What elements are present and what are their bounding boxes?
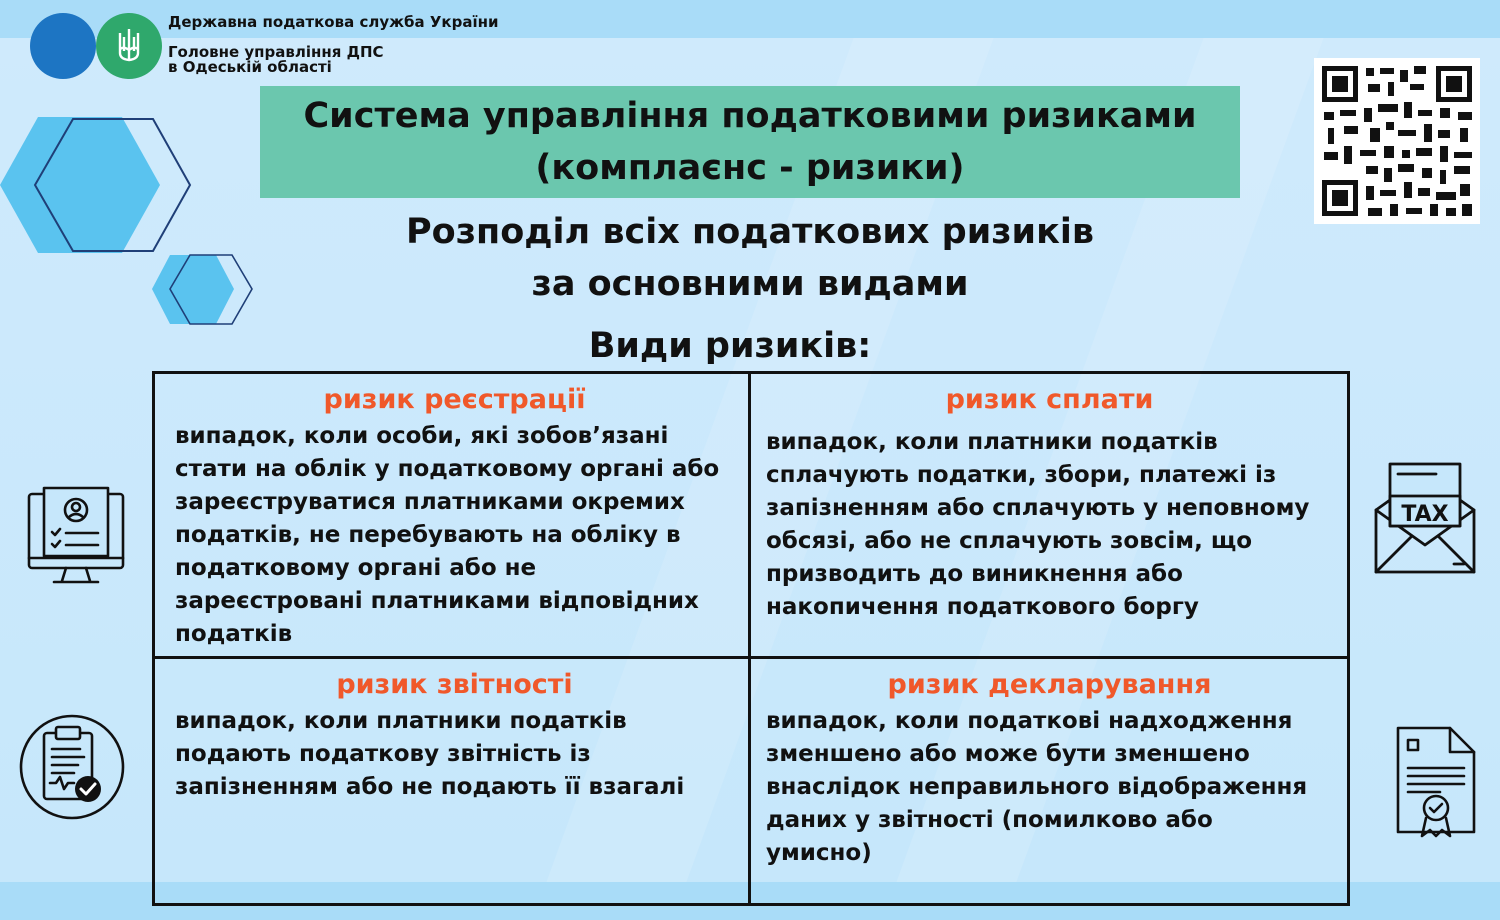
risk-description-line: випадок, коли платники податків bbox=[175, 708, 627, 734]
risk-cell-registration bbox=[155, 374, 751, 659]
risk-description-line: подають податкову звітність із bbox=[175, 741, 591, 767]
risk-types-table bbox=[152, 371, 1350, 906]
risk-description bbox=[175, 705, 734, 804]
org-unit-line1: Головне управління ДПС bbox=[168, 43, 384, 61]
main-title-line1: Система управління податковими ризиками bbox=[303, 96, 1197, 136]
qr-code-icon bbox=[1314, 58, 1480, 224]
subtitle bbox=[250, 206, 1250, 310]
subtitle-line1: Розподіл всіх податкових ризиків bbox=[406, 212, 1094, 252]
risk-types-heading: Види ризиків: bbox=[588, 326, 872, 366]
risk-description-line: податків, не перебувають на обліку в bbox=[175, 522, 681, 548]
tax-envelope-icon bbox=[1372, 460, 1478, 578]
risk-description bbox=[175, 420, 734, 651]
risk-title: ризик звітності bbox=[336, 669, 573, 700]
risk-description-line: умисно) bbox=[766, 840, 872, 866]
trident-logo bbox=[96, 13, 162, 79]
risk-title: ризик декларування bbox=[887, 669, 1212, 700]
qr-code[interactable] bbox=[1314, 58, 1480, 224]
risk-description-line: податків bbox=[175, 621, 293, 647]
org-unit-line2: в Одеській області bbox=[168, 58, 332, 76]
org-name: Державна податкова служба України bbox=[168, 13, 499, 31]
risk-description-line: даних у звітності (помилково або bbox=[766, 807, 1213, 833]
subtitle-line2: за основними видами bbox=[531, 264, 969, 304]
risk-description-line: випадок, коли платники податків bbox=[766, 429, 1218, 455]
risk-description-line: випадок, коли податкові надходження bbox=[766, 708, 1293, 734]
risk-description-line: обсязі, або не сплачують зовсім, що bbox=[766, 528, 1253, 554]
main-title-line2: (комплаєнс - ризики) bbox=[535, 148, 965, 188]
risk-title: ризик сплати bbox=[945, 384, 1154, 415]
risk-description-line: стати на облік у податковому органі або bbox=[175, 456, 720, 482]
risk-description-line: сплачують податки, збори, платежі із bbox=[766, 462, 1277, 488]
risk-cell-payment bbox=[751, 374, 1347, 659]
risk-description-line: запізненням або не подають її взагалі bbox=[175, 774, 685, 800]
risk-description-line: накопичення податкового боргу bbox=[766, 594, 1199, 620]
trident-icon bbox=[96, 13, 162, 79]
risk-cell-reporting bbox=[155, 659, 751, 903]
risk-description-line: призводить до виникнення або bbox=[766, 561, 1183, 587]
main-title-banner bbox=[260, 86, 1240, 198]
hexagon-decoration-large bbox=[0, 112, 200, 262]
hexagon-decoration-small bbox=[150, 252, 260, 330]
risk-description-line: зареєструватися платниками окремих bbox=[175, 489, 685, 515]
risk-description-line: випадок, коли особи, які зобов’язані bbox=[175, 423, 669, 449]
risk-description-line: зареєстровані платниками відповідних bbox=[175, 588, 699, 614]
risk-description-line: податковому органі або не bbox=[175, 555, 537, 581]
monitor-profile-icon bbox=[26, 486, 126, 586]
risk-description-line: запізненням або сплачують у неповному bbox=[766, 495, 1310, 521]
blue-circle-logo bbox=[30, 13, 96, 79]
certificate-document-icon bbox=[1394, 724, 1478, 840]
clipboard-check-icon bbox=[18, 713, 126, 821]
risk-cell-declaration bbox=[751, 659, 1347, 903]
org-unit bbox=[168, 45, 468, 75]
tax-label: TAX bbox=[1401, 502, 1449, 527]
risk-description-line: зменшено або може бути зменшено bbox=[766, 741, 1250, 767]
risk-description-line: внаслідок неправильного відображення bbox=[766, 774, 1308, 800]
risk-description bbox=[766, 705, 1333, 870]
risk-description bbox=[766, 426, 1333, 624]
risk-title: ризик реєстрації bbox=[323, 384, 586, 415]
